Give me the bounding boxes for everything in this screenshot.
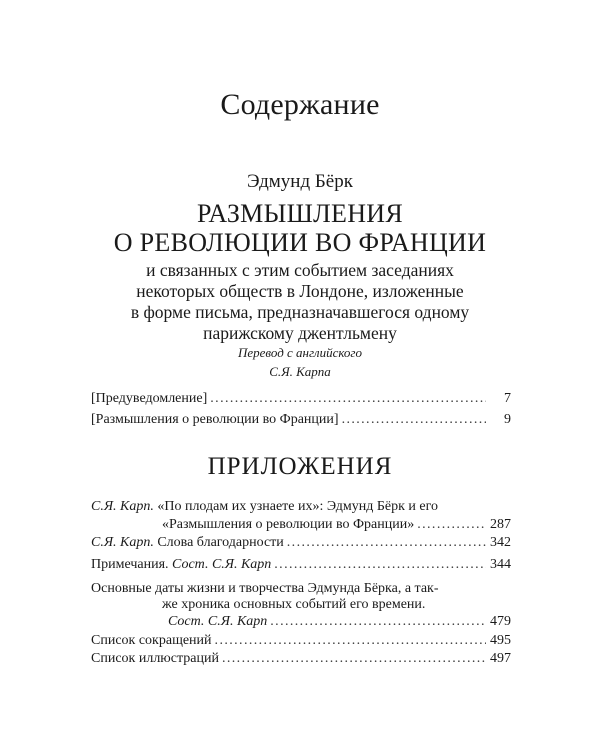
toc-entry[interactable] xyxy=(91,633,511,649)
dot-leader xyxy=(222,651,486,667)
translator-line: Перевод с английского xyxy=(237,345,363,360)
book-title-line: О РЕВОЛЮЦИИ ВО ФРАНЦИИ xyxy=(113,228,487,257)
dot-leader xyxy=(210,391,486,407)
toc-entry[interactable] xyxy=(91,651,511,667)
toc-entry[interactable] xyxy=(91,412,511,428)
subtitle-line: и связанных с этим событием заседаниях xyxy=(146,260,454,280)
toc-entry-title: Примечания. xyxy=(91,557,169,572)
toc-entry-title: Список иллюстраций xyxy=(91,651,219,666)
subtitle-line: в форме письма, предназначавшегося одному xyxy=(130,302,470,322)
book-subtitle xyxy=(0,260,600,344)
toc-entry-title: [Размышления о революции во Франции] xyxy=(91,412,339,427)
toc-entry-title-wrap xyxy=(91,557,271,573)
toc-entry[interactable] xyxy=(91,557,511,573)
toc-entry-page: 344 xyxy=(490,557,511,572)
dot-leader xyxy=(215,633,486,649)
dot-leader xyxy=(417,517,486,533)
book-title xyxy=(0,199,600,257)
appendix-heading: ПРИЛОЖЕНИЯ xyxy=(207,453,393,480)
toc-entry-page: 7 xyxy=(504,391,511,406)
toc-entry[interactable] xyxy=(91,535,511,551)
toc-entry-line[interactable] xyxy=(91,499,438,515)
toc-entry-line[interactable]: Основные даты жизни и творчества Эдмунда Бёрка, а так- xyxy=(91,581,439,596)
toc-entry-author: С.Я. Карп. xyxy=(91,499,154,514)
translator-line: С.Я. Карпа xyxy=(269,364,331,379)
dot-leader xyxy=(274,557,486,573)
toc-entry[interactable] xyxy=(162,517,511,533)
toc-entry[interactable] xyxy=(168,614,511,630)
dot-leader xyxy=(342,412,486,428)
toc-entry-page: 479 xyxy=(490,614,511,629)
toc-entry-page: 9 xyxy=(504,412,511,427)
dot-leader xyxy=(287,535,486,551)
toc-entry-line[interactable]: же хроника основных событий его времени. xyxy=(162,597,426,612)
toc-entry-compiler: Сост. С.Я. Карп xyxy=(168,614,268,629)
toc-entry-page: 287 xyxy=(490,517,511,532)
toc-entry-title: [Предуведомление] xyxy=(91,391,208,406)
page-title: Содержание xyxy=(220,88,380,121)
toc-entry-title: «Размышления о революции во Франции» xyxy=(162,517,415,532)
subtitle-line: некоторых обществ в Лондоне, изложенные xyxy=(136,281,464,301)
toc-entry-author: С.Я. Карп. xyxy=(91,535,154,550)
toc-entry-page: 495 xyxy=(490,633,511,648)
toc-entry[interactable] xyxy=(91,391,511,407)
toc-entry-compiler: Сост. С.Я. Карп xyxy=(172,557,272,572)
dot-leader xyxy=(270,614,486,630)
translator-credit xyxy=(0,343,600,381)
toc-entry-title-wrap xyxy=(91,535,284,551)
toc-entry-title: Слова благодарности xyxy=(157,535,284,550)
toc-entry-page: 342 xyxy=(490,535,511,550)
book-author: Эдмунд Бёрк xyxy=(247,171,353,192)
toc-entry-title: «По плодам их узнаете их»: Эдмунд Бёрк и его xyxy=(157,499,439,514)
toc-entry-page: 497 xyxy=(490,651,511,666)
toc-entry-title: Список сокращений xyxy=(91,633,212,648)
book-title-line: РАЗМЫШЛЕНИЯ xyxy=(196,199,404,228)
subtitle-line: парижскому джентльмену xyxy=(203,323,397,343)
